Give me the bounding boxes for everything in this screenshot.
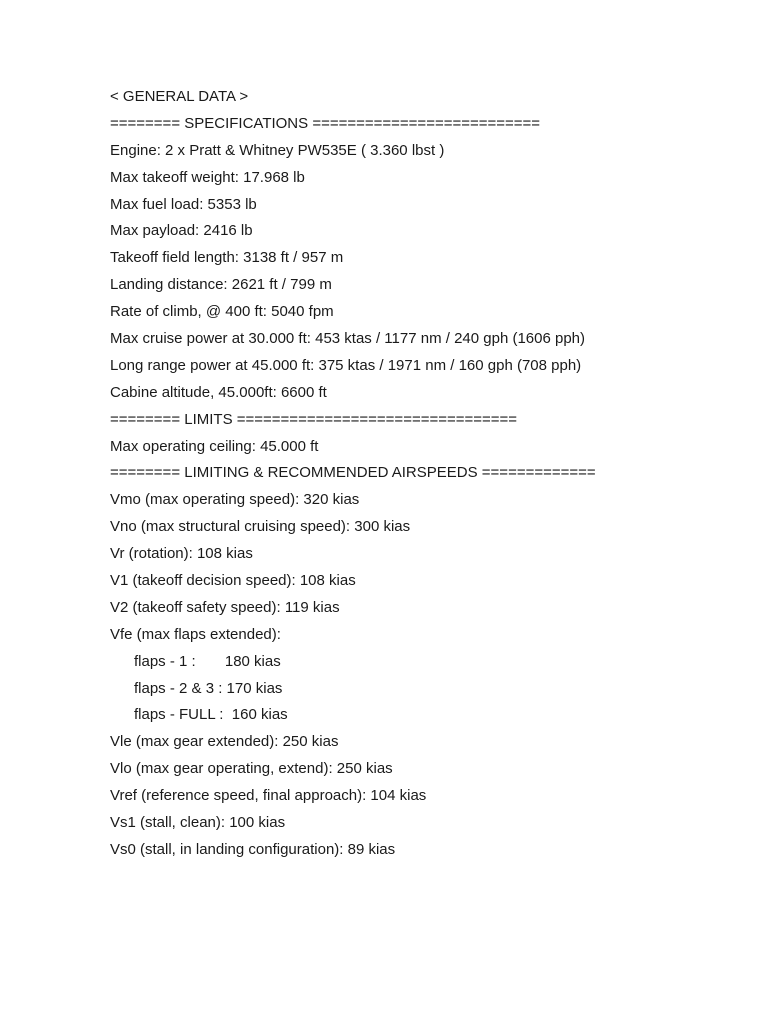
document-line: Vs1 (stall, clean): 100 kias (110, 814, 286, 832)
document-line: V2 (takeoff safety speed): 119 kias (110, 598, 340, 616)
document-text (110, 84, 750, 864)
document-line: Vr (rotation): 108 kias (110, 545, 253, 563)
document-line: ======== SPECIFICATIONS ========================== (110, 114, 541, 132)
document-line: Takeoff field length: 3138 ft / 957 m (110, 249, 344, 267)
document-line: Vs0 (stall, in landing configuration): 89 kias (110, 840, 396, 858)
document-line: Engine: 2 x Pratt & Whitney PW535E ( 3.360 lbst ) (110, 141, 445, 159)
document-line: ======== LIMITING & RECOMMENDED AIRSPEEDS ============= (110, 464, 596, 482)
document-line: Vlo (max gear operating, extend): 250 kias (110, 760, 393, 778)
document-line: Vmo (max operating speed): 320 kias (110, 491, 360, 509)
document-line: Max operating ceiling: 45.000 ft (110, 437, 319, 455)
document-line: Vref (reference speed, final approach): 104 kias (110, 787, 427, 805)
document-line: Landing distance: 2621 ft / 799 m (110, 276, 332, 294)
document-line: flaps - 1 : 180 kias (134, 652, 281, 670)
document-line: ======== LIMITS ================================ (110, 410, 518, 428)
document-line: Vfe (max flaps extended): (110, 625, 281, 643)
document-line: Max payload: 2416 lb (110, 222, 253, 240)
document-line: Long range power at 45.000 ft: 375 ktas / 1971 nm / 160 gph (708 pph) (110, 356, 582, 374)
document-line: Rate of climb, @ 400 ft: 5040 fpm (110, 303, 334, 321)
document-line: Vle (max gear extended): 250 kias (110, 733, 339, 751)
document-line: Max takeoff weight: 17.968 lb (110, 168, 305, 186)
document-line: Max cruise power at 30.000 ft: 453 ktas / 1177 nm / 240 gph (1606 pph) (110, 330, 586, 348)
document-line: V1 (takeoff decision speed): 108 kias (110, 572, 356, 590)
document-line: flaps - FULL : 160 kias (134, 706, 288, 724)
document-line: flaps - 2 & 3 : 170 kias (134, 679, 283, 697)
document-line: < GENERAL DATA > (110, 88, 249, 105)
document-line: Cabine altitude, 45.000ft: 6600 ft (110, 383, 327, 401)
document-line: Vno (max structural cruising speed): 300 kias (110, 518, 411, 536)
document-line: Max fuel load: 5353 lb (110, 195, 257, 213)
